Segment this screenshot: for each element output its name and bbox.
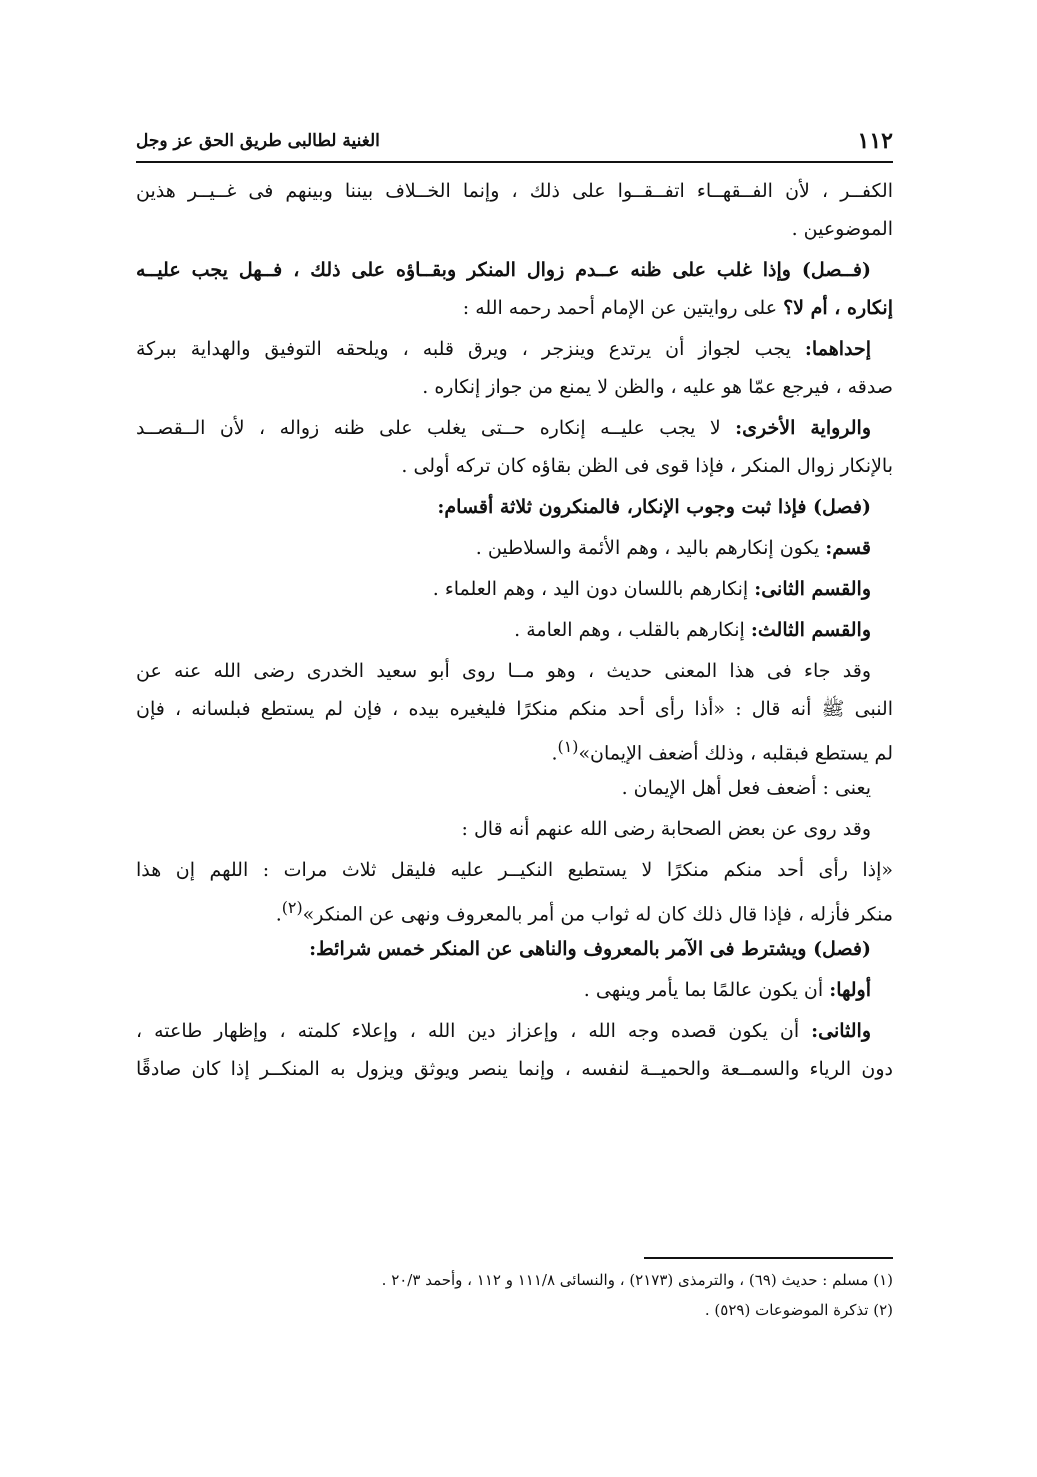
footnotes [136,1265,893,1325]
footnote-rule [644,1257,893,1259]
text-line: إحداهما: يجب لجواز أن يرتدع وينزجر ، ويرق قلبه ، ويلحقه التوفيق والهداية ببركة [136,338,871,360]
section-heading: (فصل) فإذا ثبت وجوب الإنكار، فالمنكرون ثلاثة أقسام: [437,496,871,518]
page-header [136,128,893,158]
text-line: إنكاره ، أم لا؟ على روايتين عن الإمام أحمد رحمه الله : [462,297,893,319]
text-line: «إذا رأى أحد منكم منكرًا لا يستطيع النكيــر عليه فليقل ثلاث مرات : اللهم إن هذا [136,859,893,881]
text-line: وقد جاء فى هذا المعنى حديث ، وهو مــا روى أبو سعيد الخدرى رضى الله عنه عن [136,660,871,682]
section-heading: (فصل) ويشترط فى الآمر بالمعروف والناهى عن المنكر خمس شرائط: [309,938,871,960]
text-line: قسم: يكون إنكارهم باليد ، وهم الأئمة والسلاطين . [475,537,871,559]
text-line: أولها: أن يكون عالمًا بما يأمر وينهى . [583,979,871,1001]
text-line: وقد روى عن بعض الصحابة رضى الله عنهم أنه قال : [461,818,871,840]
text-line: الكفــر ، لأن الفــقهــاء اتفــقــوا على ذلك ، وإنما الخــلاف بيننا وبينهم فى غــيــر هذين [136,180,893,202]
page-number: ١١٢ [857,128,893,154]
footnote-ref: (٢) [281,898,303,917]
text-line: النبى ﷺ أنه قال : «أذا رأى أحد منكم منكرًا فليغيره بيده ، فإن لم يستطع فبلسانه ، فإن [136,698,893,720]
footnote-1: (١) مسلم : حديث (٦٩) ، والترمذى (٢١٧٣) ، والنسائى ١١١/٨ و ١١٢ ، وأحمد ٢٠/٣ . [381,1271,893,1289]
footnote-ref: (١) [557,737,579,756]
text-line: دون الرياء والسمــعة والحميــة لنفسه ، وإنما ينصر ويوثق ويزول به المنكــر إذا كان صادقًا [136,1058,893,1080]
main-text [136,172,893,1088]
running-title: الغنية لطالبى طريق الحق عز وجل [136,131,380,151]
section-heading: (فــصل) وإذا غلب على ظنه عــدم زوال المنكر وبقــاؤه على ذلك ، فــهل يجب عليــه [136,259,871,281]
header-rule [136,161,893,163]
text-line: يعنى : أضعف فعل أهل الإيمان . [621,777,871,799]
text-line: والرواية الأخرى: لا يجب عليــه إنكاره حــتى يغلب على ظنه زواله ، لأن الــقصــد [136,417,872,439]
text-line: والقسم الثالث: إنكارهم بالقلب ، وهم العامة . [514,619,871,641]
text-line: الموضوعين . [791,218,893,240]
text-line: والقسم الثانى: إنكارهم باللسان دون اليد ، وهم العلماء . [432,578,871,600]
footnote-2: (٢) تذكرة الموضوعات (٥٢٩) . [704,1301,893,1319]
text-line: والثانى: أن يكون قصده وجه الله ، وإعزاز دين الله ، وإعلاء كلمته ، وإظهار طاعته ، [136,1020,871,1042]
text-line: صدقه ، فيرجع عمّا هو عليه ، والظن لا يمنع من جواز إنكاره . [422,376,893,398]
text-line: بالإنكار زوال المنكر ، فإذا قوى فى الظن بقاؤه كان تركه أولى . [401,455,893,477]
text-line: لم يستطع فبقلبه ، وذلك أضعف الإيمان»$^{(١)}$. [551,737,893,765]
text-line: منكر فأزله ، فإذا قال ذلك كان له ثواب من أمر بالمعروف ونهى عن المنكر»$^{(٢)}$. [275,898,893,926]
